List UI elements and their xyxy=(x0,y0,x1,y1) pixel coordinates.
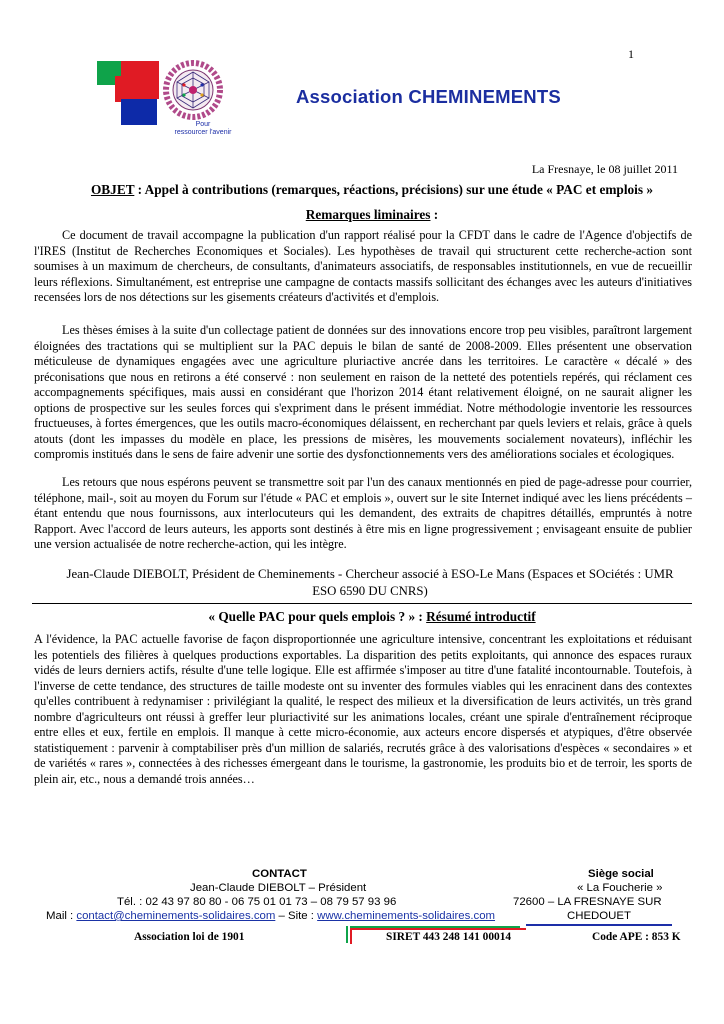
siege-address-line2: 72600 – LA FRESNAYE SUR xyxy=(513,896,662,908)
objet-heading xyxy=(60,182,684,198)
contact-phone: Tél. : 02 43 97 80 80 - 06 75 01 01 73 – 08 79 57 93 96 xyxy=(117,896,397,908)
pac-summary-paragraph: A l'évidence, la PAC actuelle favorise de façon disproportionnée une agriculture intensive, concentrant les exploitations et réduisant les potentiels des filières à quelques productions exportables. La disparition des petits exploitants, qui annonce des espaces ruraux vidés de leurs derniers actifs, résulte d'une telle logique. Elle est affirmée s'imposer au titre d'une fatalité incontournable. Toutefois, à l'inverse de cette tendance, des structures de taille modeste ont su inventer des formules viables qui les enracinent dans des contextes qu'elles contribuent à redynamiser : privilégiant la qualité, le respect des milieux et la diversification de leurs activités, un très grand nombre d'agriculteurs ont réussi à greffer leur pluriactivité sur les animations locales, créant une spirale d'entraînement réciproque entre elles et eux, fertile en emplois. Il manque à cette micro-économie, aux acteurs encore dispersés et atypiques, d'être observée statistiquement : parvenir à comptabiliser près d'un million de salariés, recrutés grâce à des valorisations d'espèces « secondaires » et de variétés « rares », connectées à des richesses émergeant dans le tourisme, la gastronomie, les produits bio et de terroir, les sports de plein air, etc., nous a demandé trois années… xyxy=(34,632,692,786)
remarques-heading xyxy=(60,207,684,223)
website-link[interactable]: www.cheminements-solidaires.com xyxy=(317,910,496,922)
footer-ape-code: Code APE : 853 K xyxy=(592,931,681,943)
footer-red-tick xyxy=(350,930,352,944)
footer-association-status: Association loi de 1901 xyxy=(134,931,245,943)
page-number: 1 xyxy=(628,47,634,61)
siege-heading: Siège social xyxy=(588,868,654,880)
siege-address-line3: CHEDOUET xyxy=(567,910,631,922)
footer-green-tick xyxy=(346,926,348,943)
dreamcatcher-emblem-icon xyxy=(157,58,229,130)
signature: Jean-Claude DIEBOLT, Président de Cheminements - Chercheur associé à ESO-Le Mans (Espaces et SOciétés : UMR ESO 6590 DU CNRS) xyxy=(66,567,674,598)
mail-label: Mail : xyxy=(46,910,77,922)
remarques-title: Remarques liminaires xyxy=(305,207,431,222)
footer-siret: SIRET 443 248 141 00014 xyxy=(386,931,512,943)
logo-caption-line2: ressourcer l'avenir xyxy=(174,129,232,136)
contact-heading: CONTACT xyxy=(252,868,307,880)
pac-section-heading xyxy=(60,609,684,625)
contact-mail-line xyxy=(46,910,495,922)
pac-title-underlined: Résumé introductif xyxy=(426,609,536,624)
section-divider xyxy=(32,603,692,604)
footer-red-bar xyxy=(350,928,526,930)
remarques-suffix: : xyxy=(430,207,439,222)
contact-name: Jean-Claude DIEBOLT – Président xyxy=(190,882,367,894)
email-link[interactable]: contact@cheminements-solidaires.com xyxy=(76,910,276,922)
paragraph-retours: Les retours que nous espérons peuvent se transmettre soit par l'un des canaux mentionnés en pied de page-adresse pour courrier, téléphone, mail-, soit au moyen du Forum sur l'étude « PAC et emplois », ouvert sur le site Internet indiqué avec les liens précédents –étant entendu que nous fournissons, aux interlocuteurs qui les demandent, des extraits de chapitres détaillés, empruntés à notre Rapport. Avec l'accord de leurs auteurs, les apports sont destinés à être mis en ligne progressivement ; envisageant ensuite de publier une version actualisée de notre recherche-action, qui les intègre. xyxy=(34,475,692,551)
association-logo xyxy=(97,58,232,136)
association-title: Association CHEMINEMENTS xyxy=(296,86,561,107)
footer-blue-bar xyxy=(526,924,672,926)
objet-label: OBJET xyxy=(90,182,135,197)
siege-address-line1: « La Foucherie » xyxy=(577,882,663,894)
logo-caption xyxy=(173,121,233,137)
pac-title-prefix: « Quelle PAC pour quels emplois ? » : xyxy=(208,609,427,624)
paragraph-intro: Ce document de travail accompagne la publication d'un rapport réalisé pour la CFDT dans le cadre de l'Agence d'objectifs de l'IRES (Institut de Recherches Economiques et Sociales). Les hypothèses de travail qui structurent cette recherche-action sont soumises à un maximum de chercheurs, de consultants, d'animateurs associatifs, de responsables institutionnels, en vue de recueillir leurs réflexions. Simultanément, est entreprise une campagne de contacts massifs sollicitant des échanges avec les auteurs d'initiatives recensées lors de nos détections sur les gisements créateurs d'activités et d'emplois. xyxy=(34,228,692,304)
objet-text: : Appel à contributions (remarques, réactions, précisions) sur une étude « PAC et emplois » xyxy=(134,182,654,197)
logo-blue-square xyxy=(121,99,157,125)
paragraph-theses: Les thèses émises à la suite d'un collectage patient de données sur des innovations encore trop peu visibles, paraîtront largement éloignées des tractations qui se multiplient sur la PAC depuis le bilan de santé de 2008-2009. Elles présentent une observation méticuleuse de dynamiques engagées avec une agriculture pluriactive ancrée dans les territoires. Le caractère « décalé » des préconisations que nous en retirons a été conservé : non seulement en raison de la netteté des potentiels repérés, qui réclament ces accompagnements spécifiques, mais aussi en considérant que l'horizon 2014 étant relativement éloigné, on ne saurait aligner les options de prospective sur les seules forces qui s'expriment dans le présent immédiat. Notre méthodologie inventorie les ressources fructueuses, à fortes émergences, que les outils macro-économiques délaissent, en recherchant par quels leviers et relais, grâce à quels atouts (dont les impasses du modèle en place, les pressions de misères, les mouvements socialement novateurs), infléchir les compromis institués dans le sens de faire advenir une sortie des dysfonctionnements vers des améliorations sociales et écologiques. xyxy=(34,323,692,461)
site-label: – Site : xyxy=(275,910,318,922)
date-line: La Fresnaye, le 08 juillet 2011 xyxy=(531,162,678,176)
logo-caption-line1: Pour xyxy=(195,121,211,128)
